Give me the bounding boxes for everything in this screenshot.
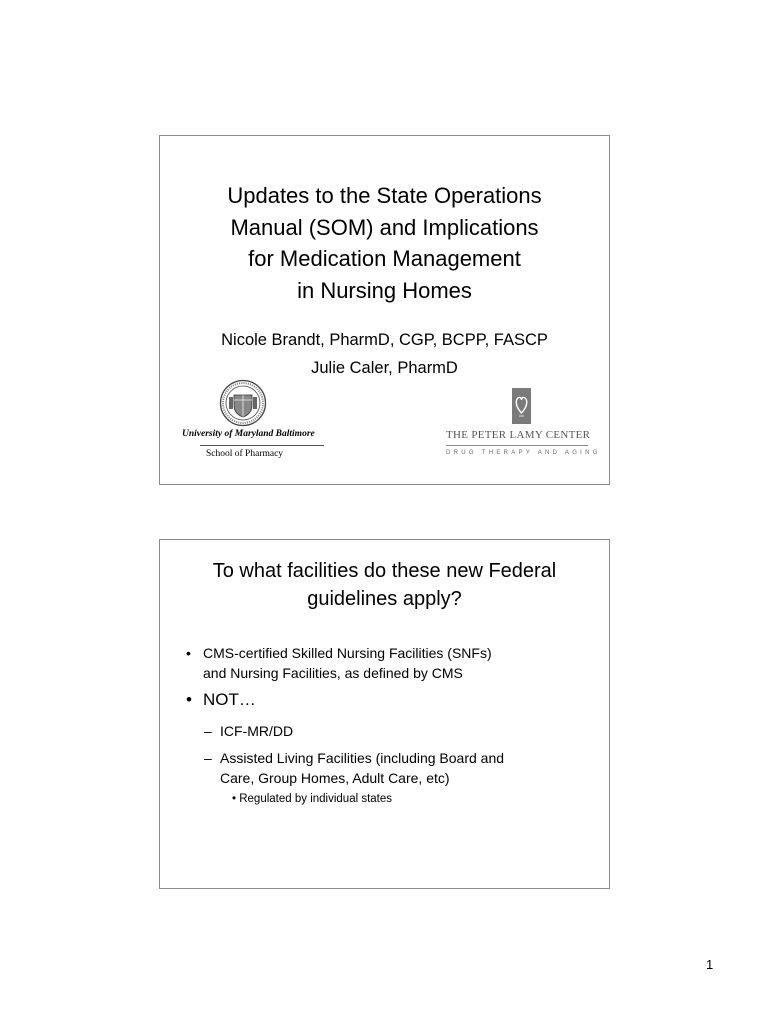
bullet-icon: • <box>186 645 191 661</box>
dash-icon: – <box>204 723 212 739</box>
slide-1-title <box>160 180 609 306</box>
bullet-text: NOT… <box>203 690 256 709</box>
title-line: guidelines apply? <box>307 588 462 610</box>
bullet-text: and Nursing Facilities, as defined by CMS <box>203 665 463 681</box>
sub-bullet-text: ICF-MR/DD <box>220 723 294 739</box>
author-line: Nicole Brandt, PharmD, CGP, BCPP, FASCP <box>221 331 548 349</box>
lamy-subtitle: DRUG THERAPY AND AGING <box>446 450 601 456</box>
dash-icon: – <box>204 750 212 766</box>
title-line: for Medication Management <box>248 246 521 271</box>
author-line: Julie Caler, PharmD <box>311 359 458 377</box>
sub-bullet-item <box>220 768 450 788</box>
umb-name: University of Maryland Baltimore <box>182 429 315 439</box>
lamy-divider <box>446 445 588 446</box>
authors <box>160 326 609 382</box>
lamy-logo-mark-icon <box>512 388 531 424</box>
sub-bullet-text: Care, Group Homes, Adult Care, etc) <box>220 770 450 786</box>
lamy-name: THE PETER LAMY CENTER <box>446 429 591 441</box>
bullet-text: CMS-certified Skilled Nursing Facilities (SNFs) <box>203 645 492 661</box>
slide-1 <box>159 135 610 485</box>
sub-bullet-item <box>204 748 504 768</box>
umb-divider <box>200 445 324 446</box>
title-line: Updates to the State Operations <box>227 183 542 208</box>
bullet-icon: • <box>232 793 240 805</box>
title-line: Manual (SOM) and Implications <box>230 214 539 240</box>
title-line: in Nursing Homes <box>297 277 472 303</box>
slide-2-title <box>160 557 609 613</box>
sub-sub-bullet-text: Regulated by individual states <box>239 793 393 805</box>
bullet-icon: • <box>186 690 192 709</box>
page-number: 1 <box>706 957 714 972</box>
umb-school: School of Pharmacy <box>206 449 284 459</box>
sub-bullet-text: Assisted Living Facilities (including Board and <box>220 750 505 766</box>
sub-sub-bullet-item <box>232 793 392 805</box>
slide-2 <box>159 539 610 889</box>
sub-bullet-item <box>204 721 293 741</box>
bullet-item <box>186 689 256 711</box>
title-line: To what facilities do these new Federal <box>212 560 557 582</box>
seal-icon <box>219 379 267 427</box>
